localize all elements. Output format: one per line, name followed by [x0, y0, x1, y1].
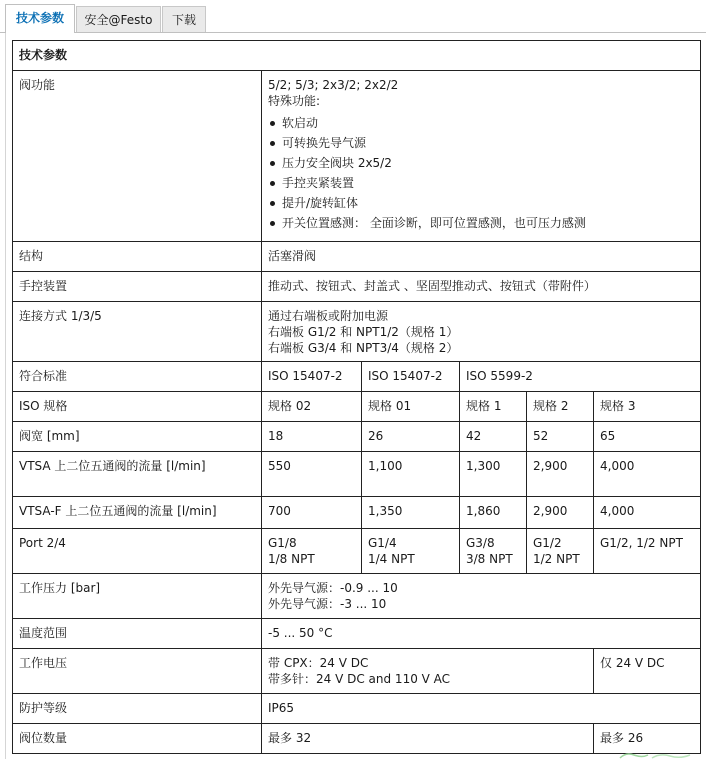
value-voltage-only: 仅 24 V DC — [600, 656, 665, 670]
list-item: 提升/旋转缸体 — [268, 193, 694, 213]
value-vtsa-flow: 2,900 — [533, 459, 568, 473]
value-port: G1/2 — [533, 536, 562, 550]
value-vtsaf-flow: 4,000 — [600, 504, 635, 518]
value-vtsaf-flow: 700 — [268, 504, 291, 518]
value-vtsa-flow: 4,000 — [600, 459, 635, 473]
value-port: G1/8 — [268, 536, 297, 550]
label-valve-function: 阀功能 — [19, 78, 56, 92]
row-valve-positions — [13, 724, 701, 754]
row-structure — [13, 242, 701, 272]
value-pressure: 外先导气源：-3 ... 10 — [268, 597, 387, 611]
value-vtsaf-flow: 1,350 — [368, 504, 403, 518]
list-item: 压力安全阀块 2x5/2 — [268, 153, 694, 173]
value-voltage: 带多针：24 V DC and 110 V AC — [268, 672, 451, 686]
value-port: G1/4 — [368, 536, 397, 550]
value-valve-width: 26 — [368, 429, 384, 443]
row-valve-function — [13, 71, 701, 242]
value-valve-width: 52 — [533, 429, 549, 443]
row-standard — [13, 362, 701, 392]
section-title: 技术参数 — [19, 48, 68, 62]
row-connection — [13, 302, 701, 362]
value-standard: ISO 15407-2 — [268, 369, 343, 383]
row-valve-width — [13, 422, 701, 452]
row-iso-size — [13, 392, 701, 422]
special-functions-label: 特殊功能: — [268, 94, 321, 108]
label-standard: 符合标准 — [19, 369, 68, 383]
value-vtsa-flow: 1,300 — [466, 459, 501, 473]
value-vtsaf-flow: 2,900 — [533, 504, 568, 518]
row-vtsaf-flow — [13, 497, 701, 529]
value-valve-width: 65 — [600, 429, 616, 443]
value-iso-size: 规格 02 — [268, 399, 312, 413]
row-protection — [13, 694, 701, 724]
label-pressure: 工作压力 [bar] — [19, 581, 101, 595]
value-temperature: -5 ... 50 °C — [268, 626, 333, 640]
value-port: 1/2 NPT — [533, 552, 580, 566]
value-structure: 活塞滑阀 — [268, 249, 317, 263]
list-item: 开关位置感测： 全面诊断，即可位置感测，也可压力感测 — [268, 213, 694, 233]
label-vtsaf-flow: VTSA-F 上二位五通阀的流量 [l/min] — [19, 504, 217, 518]
valve-function-values: 5/2; 5/3; 2x3/2; 2x2/2 — [268, 78, 399, 92]
tab-technical-data[interactable]: 技术参数 — [5, 4, 75, 33]
tab-download[interactable]: 下载 — [162, 6, 206, 32]
label-protection: 防护等级 — [19, 701, 68, 715]
row-pressure — [13, 574, 701, 619]
value-port: G1/2, 1/2 NPT — [600, 536, 683, 550]
value-iso-size: 规格 3 — [600, 399, 636, 413]
label-vtsa-flow: VTSA 上二位五通阀的流量 [l/min] — [19, 459, 206, 473]
row-temperature — [13, 619, 701, 649]
label-temperature: 温度范围 — [19, 626, 68, 640]
value-vtsa-flow: 1,100 — [368, 459, 403, 473]
row-voltage — [13, 649, 701, 694]
special-functions-list — [268, 113, 694, 233]
value-vtsa-flow: 550 — [268, 459, 291, 473]
list-item: 软启动 — [268, 113, 694, 133]
label-valve-width: 阀宽 [mm] — [19, 429, 80, 443]
label-voltage: 工作电压 — [19, 656, 68, 670]
value-standard: ISO 5599-2 — [466, 369, 533, 383]
label-valve-positions: 阀位数量 — [19, 731, 68, 745]
value-vtsaf-flow: 1,860 — [466, 504, 501, 518]
watermark-logo — [618, 752, 694, 759]
value-iso-size: 规格 1 — [466, 399, 502, 413]
value-iso-size: 规格 01 — [368, 399, 412, 413]
value-port: 1/4 NPT — [368, 552, 415, 566]
value-port: 3/8 NPT — [466, 552, 513, 566]
list-item: 可转换先导气源 — [268, 133, 694, 153]
value-valve-positions-max: 最多 26 — [600, 731, 644, 745]
value-standard: ISO 15407-2 — [368, 369, 443, 383]
tab-bar — [0, 0, 706, 32]
connection-line: 通过右端板或附加电源 — [268, 309, 389, 323]
value-valve-positions: 最多 32 — [268, 731, 312, 745]
value-port: G3/8 — [466, 536, 495, 550]
label-manual-override: 手控装置 — [19, 279, 68, 293]
label-iso-size: ISO 规格 — [19, 399, 68, 413]
label-structure: 结构 — [19, 249, 44, 263]
row-port — [13, 529, 701, 574]
value-voltage: 带 CPX：24 V DC — [268, 656, 369, 670]
value-port: 1/8 NPT — [268, 552, 315, 566]
label-port: Port 2/4 — [19, 536, 66, 550]
tab-safety-festo[interactable]: 安全@Festo — [76, 6, 161, 32]
label-connection: 连接方式 1/3/5 — [19, 309, 102, 323]
table-header-row — [13, 41, 701, 71]
list-item: 手控夹紧装置 — [268, 173, 694, 193]
value-valve-width: 18 — [268, 429, 284, 443]
connection-line: 右端板 G3/4 和 NPT3/4（规格 2） — [268, 341, 459, 355]
row-manual-override — [13, 272, 701, 302]
connection-line: 右端板 G1/2 和 NPT1/2（规格 1） — [268, 325, 459, 339]
value-protection: IP65 — [268, 701, 295, 715]
row-vtsa-flow — [13, 452, 701, 497]
value-manual-override: 推动式、按钮式、封盖式 、坚固型推动式、按钮式（带附件） — [268, 279, 596, 293]
value-valve-width: 42 — [466, 429, 482, 443]
value-pressure: 外先导气源：-0.9 ... 10 — [268, 581, 398, 595]
tech-spec-table — [12, 40, 701, 754]
value-iso-size: 规格 2 — [533, 399, 569, 413]
